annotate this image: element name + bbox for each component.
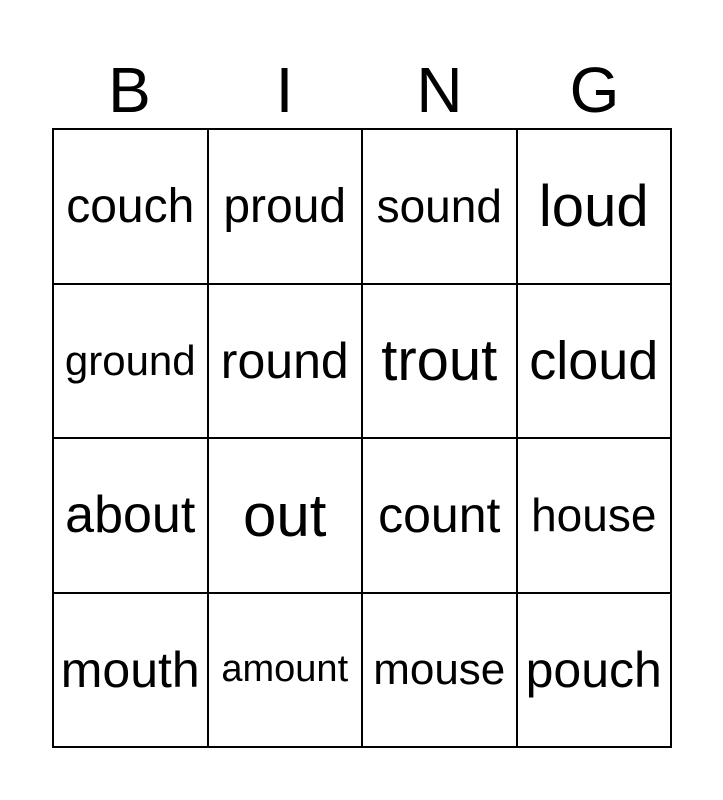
bingo-cell: mouse: [363, 594, 518, 749]
bingo-cell: about: [54, 439, 209, 594]
bingo-cell: out: [209, 439, 364, 594]
bingo-header: [52, 52, 672, 128]
bingo-cell: sound: [363, 130, 518, 285]
header-letter-i: I: [275, 54, 294, 126]
bingo-grid: [52, 128, 672, 748]
bingo-cell: amount: [209, 594, 364, 749]
bingo-cell: couch: [54, 130, 209, 285]
bingo-cell: pouch: [518, 594, 673, 749]
header-letter-n: N: [416, 54, 463, 126]
bingo-cell: mouth: [54, 594, 209, 749]
bingo-cell: proud: [209, 130, 364, 285]
header-letter-b: B: [108, 54, 151, 126]
bingo-cell: trout: [363, 285, 518, 440]
bingo-cell: cloud: [518, 285, 673, 440]
bingo-cell: ground: [54, 285, 209, 440]
bingo-cell: round: [209, 285, 364, 440]
bingo-cell: house: [518, 439, 673, 594]
bingo-cell: loud: [518, 130, 673, 285]
header-letter-g: G: [569, 54, 620, 126]
bingo-cell: count: [363, 439, 518, 594]
